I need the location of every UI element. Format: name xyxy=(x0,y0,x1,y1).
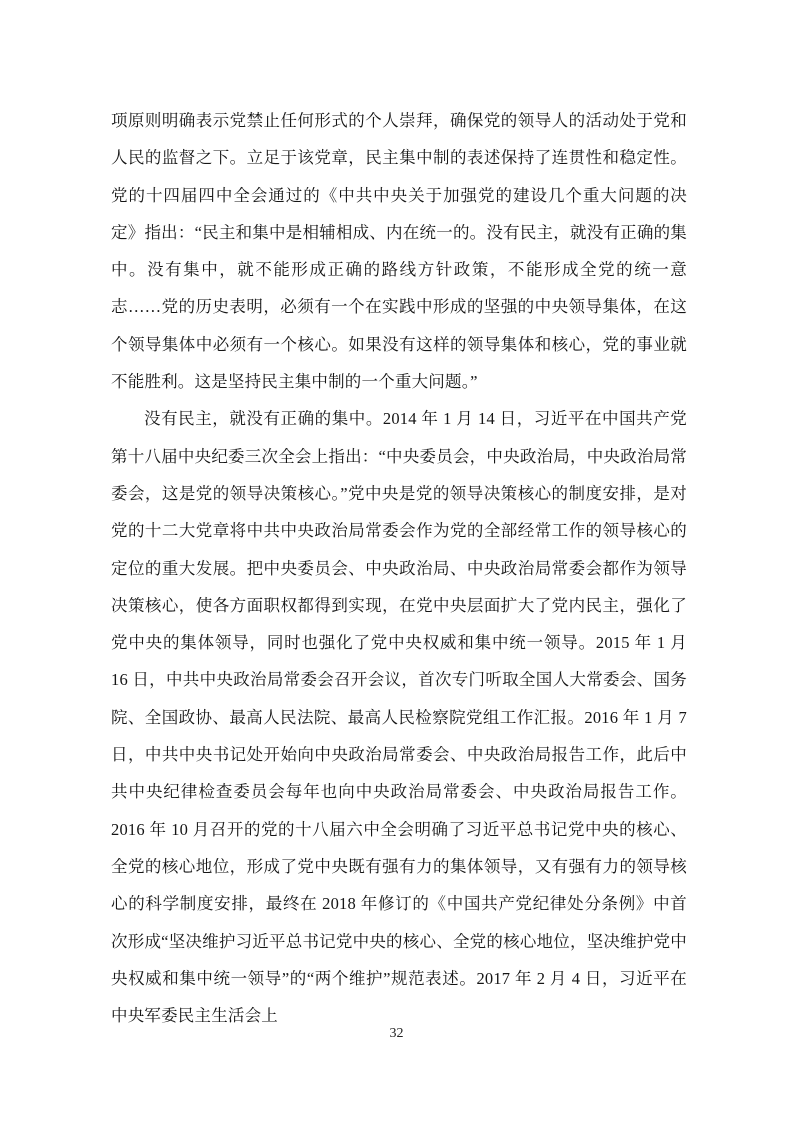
page-content xyxy=(111,102,687,1034)
paragraph-body: 没有民主，就没有正确的集中。2014 年 1 月 14 日，习近平在中国共产党第十八届中央纪委三次全会上指出：“中央委员会，中央政治局，中央政治局常委会，这是党的领导决策核心。”党中央是党的领导决策核心的制度安排，是对党的十二大党章将中共中央政治局常委会作为党的全部经常工作的领导核心的定位的重大发展。把中央委员会、中央政治局、中央政治局常委会都作为领导决策核心，使各方面职权都得到实现，在党中央层面扩大了党内民主，强化了党中央的集体领导，同时也强化了党中央权威和集中统一领导。2015 年 1 月 16 日，中共中央政治局常委会召开会议，首次专门听取全国人大常委会、国务院、全国政协、最高人民法院、最高人民检察院党组工作汇报。2016 年 1 月 7 日，中共中央书记处开始向中央政治局常委会、中央政治局报告工作，此后中共中央纪律检查委员会每年也向中央政治局常委会、中央政治局报告工作。2016 年 10 月召开的党的十八届六中全会明确了习近平总书记党中央的核心、全党的核心地位，形成了党中央既有强有力的集体领导，又有强有力的领导核心的科学制度安排，最终在 2018 年修订的《中国共产党纪律处分条例》中首次形成“坚决维护习近平总书记党中央的核心、全党的核心地位，坚决维护党中央权威和集中统一领导”的“两个维护”规范表述。2017 年 2 月 4 日，习近平在中央军委民主生活会上 xyxy=(111,409,687,1026)
page-number: 32 xyxy=(389,1026,404,1041)
page-footer xyxy=(0,1026,793,1042)
paragraph-continuation: 项原则明确表示党禁止任何形式的个人崇拜，确保党的领导人的活动处于党和人民的监督之下。立足于该党章，民主集中制的表述保持了连贯性和稳定性。党的十四届四中全会通过的《中共中央关于加强党的建设几个重大问题的决定》指出：“民主和集中是相辅相成、内在统一的。没有民主，就没有正确的集中。没有集中，就不能形成正确的路线方针政策，不能形成全党的统一意志……党的历史表明，必须有一个在实践中形成的坚强的中央领导集体，在这个领导集体中必须有一个核心。如果没有这样的领导集体和核心，党的事业就不能胜利。这是坚持民主集中制的一个重大问题。” xyxy=(111,111,687,392)
